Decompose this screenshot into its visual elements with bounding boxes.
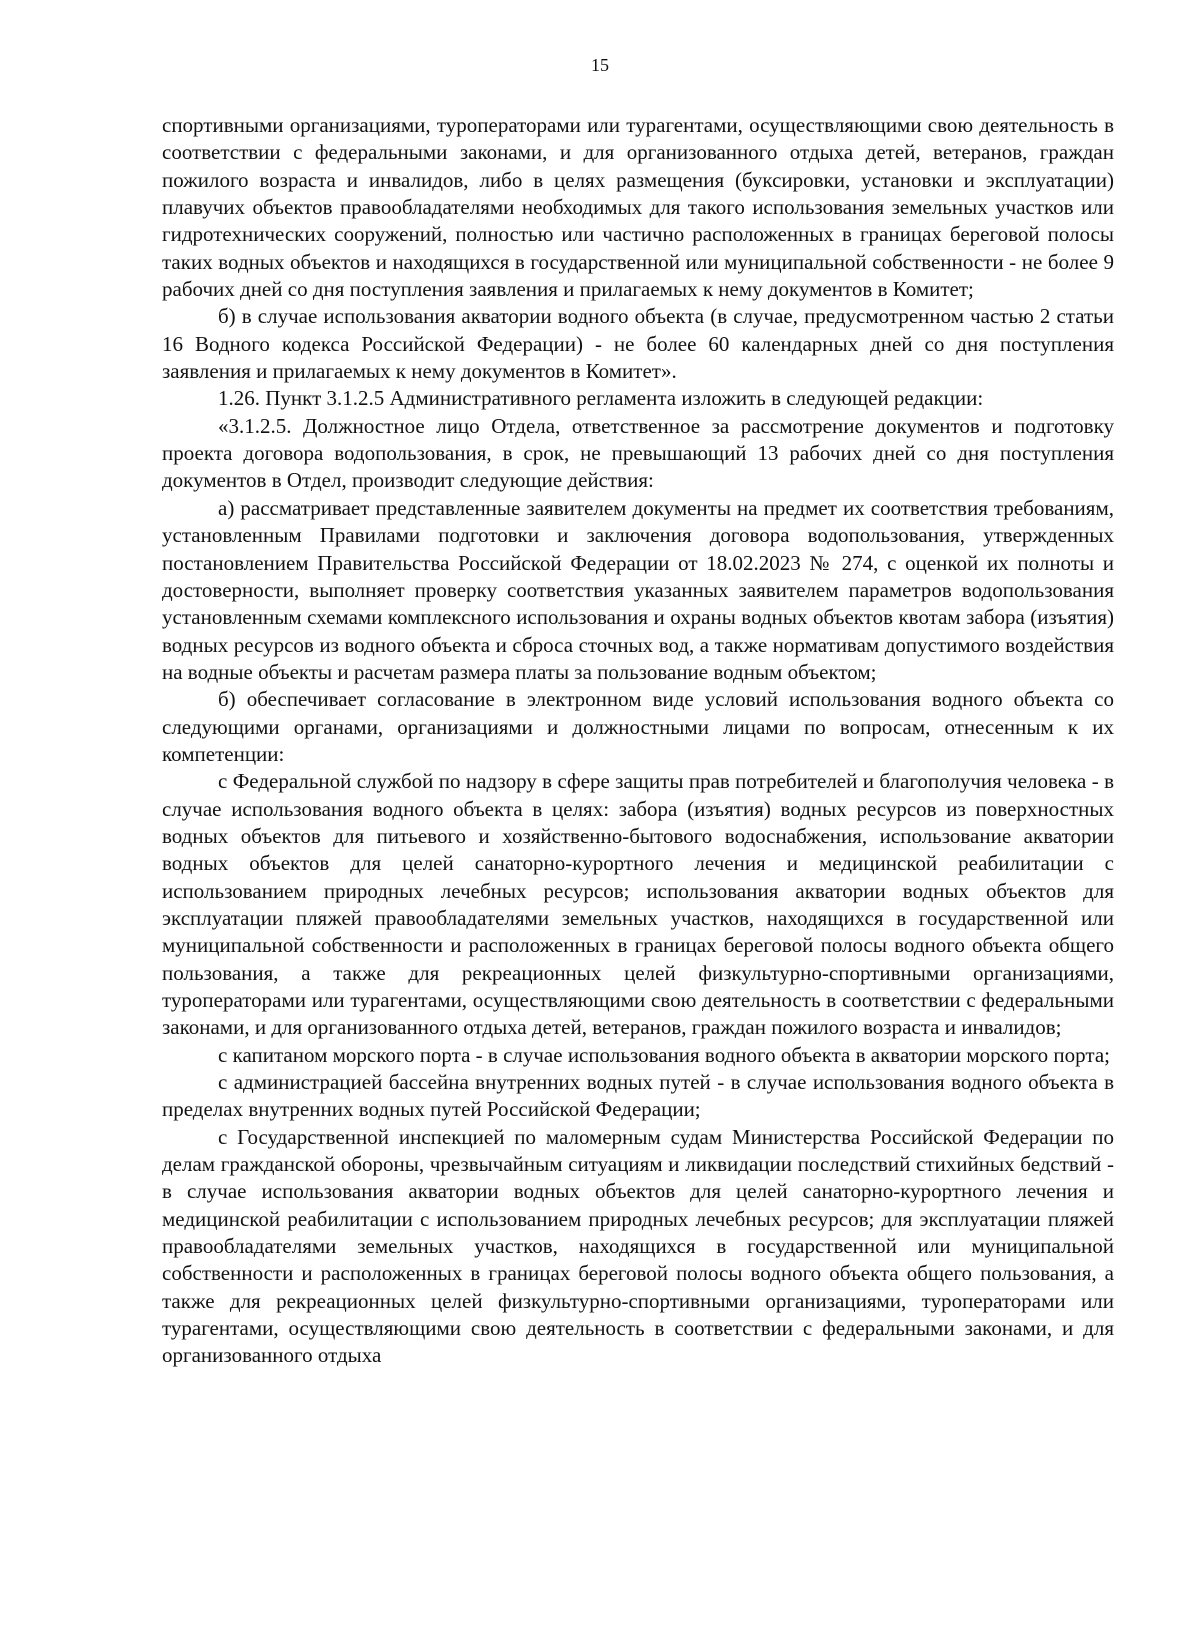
paragraph-2: б) в случае использования акватории водного объекта (в случае, предусмотренном частью 2 статьи 16 Водного кодекса Российской Федерации) - не более 60 календарных дней со дня поступления заявления и прилагаемых к нему документов в Комитет». xyxy=(162,304,1114,384)
paragraph-10: с Государственной инспекцией по маломерным судам Министерства Российской Федерации по делам гражданской обороны, чрезвычайным ситуациям и ликвидации последствий стихийных бедствий - в случае использования акватории водных объектов для целей санаторно-курортного лечения и медицинской реабилитации с использованием природных лечебных ресурсов; для эксплуатации пляжей правообладателями земельных участков, находящихся в государственной или муниципальной собственности и расположенных в границах береговой полосы водного объекта общего пользования, а также для рекреационных целей физкультурно-спортивными организациями, туроператорами или турагентами, осуществляющими свою деятельность в соответствии с федеральными законами, и для организованного отдыха xyxy=(162,1124,1114,1368)
paragraph-6: б) обеспечивает согласование в электронном виде условий использования водного объекта со следующими органами, организациями и должностными лицами по вопросам, отнесенным к их компетенции: xyxy=(162,687,1114,766)
paragraph-4: «3.1.2.5. Должностное лицо Отдела, ответственное за рассмотрение документов и подготовку проекта договора водопользования, в срок, не превышающий 13 рабочих дней со дня поступления документов в Отдел, производит следующие действия: xyxy=(162,413,1114,493)
paragraph-7: с Федеральной службой по надзору в сфере защиты прав потребителей и благополучия человека - в случае использования водного объекта в целях: забора (изъятия) водных ресурсов из поверхностных водных объектов для питьевого и хозяйственно-бытового водоснабжения, использование акватории водных объектов для целей санаторно-курортного лечения и медицинской реабилитации с использованием природных лечебных ресурсов; использования акватории водных объектов для эксплуатации пляжей правообладателями земельных участков, находящихся в государственной или муниципальной собственности и расположенных в границах береговой полосы водного объекта общего пользования, а также для рекреационных целей физкультурно-спортивными организациями, туроператорами или турагентами, осуществляющими свою деятельность в соответствии с федеральными законами, и для организованного отдыха детей, ветеранов, граждан пожилого возраста и инвалидов; xyxy=(162,769,1114,1040)
page-number: 15 xyxy=(591,55,609,75)
paragraph-1: спортивными организациями, туроператорами или турагентами, осуществляющими свою деятельность в соответствии с федеральными законами, и для организованного отдыха детей, ветеранов, граждан пожилого возраста и инвалидов, либо в целях размещения (буксировки, установки и эксплуатации) плавучих объектов правообладателями необходимых для такого использования земельных участков или гидротехнических сооружений, полностью или частично расположенных в границах береговой полосы таких водных объектов и находящихся в государственной или муниципальной собственности - не более 9 рабочих дней со дня поступления заявления и прилагаемых к нему документов в Комитет; xyxy=(162,113,1114,302)
paragraph-3: 1.26. Пункт 3.1.2.5 Административного регламента изложить в следующей редакции: xyxy=(218,386,984,411)
paragraph-8: с капитаном морского порта - в случае использования водного объекта в акватории морского порта; xyxy=(218,1042,1110,1067)
paragraph-9: с администрацией бассейна внутренних водных путей - в случае использования водного объекта в пределах внутренних водных путей Российской Федерации; xyxy=(162,1070,1114,1122)
paragraph-5: а) рассматривает представленные заявителем документы на предмет их соответствия требованиям, установленным Правилами подготовки и заключения договора водопользования, утвержденных постановлением Правительства Российской Федерации от 18.02.2023 № 274, с оценкой их полноты и достоверности, выполняет проверку соответствия указанных заявителем параметров водопользования установленным схемами комплексного использования и охраны водных объектов квотам забора (изъятия) водных ресурсов из водного объекта и сброса сточных вод, а также нормативам допустимого воздействия на водные объекты и расчетам размера платы за пользование водным объектом; xyxy=(162,495,1114,684)
document-body xyxy=(162,112,1114,1370)
